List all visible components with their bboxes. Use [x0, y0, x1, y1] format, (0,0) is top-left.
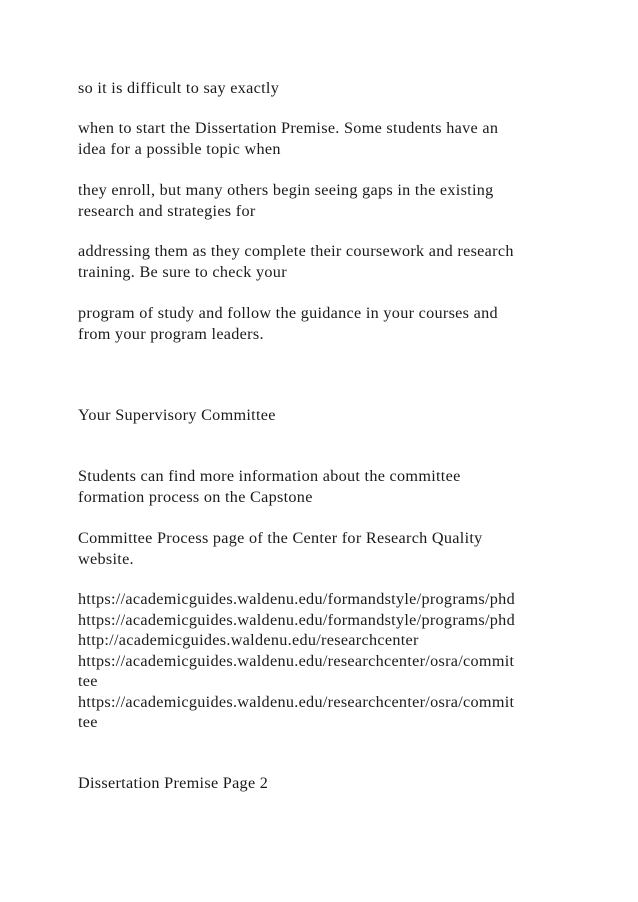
- url-text: tee: [78, 713, 98, 731]
- url-text: https://academicguides.waldenu.edu/formandstyle/programs/phd: [78, 611, 515, 629]
- section-heading: Your Supervisory Committee: [78, 406, 276, 424]
- body-text-line: they enroll, but many others begin seeing gaps in the existing: [78, 181, 494, 199]
- url-text: https://academicguides.waldenu.edu/researchcenter/osra/commit: [78, 652, 515, 670]
- body-text-line: training. Be sure to check your: [78, 263, 287, 281]
- body-text-line: Students can find more information about the committee: [78, 467, 461, 485]
- url-text: https://academicguides.waldenu.edu/researchcenter/osra/commit: [78, 693, 515, 711]
- body-text-line: addressing them as they complete their coursework and research: [78, 242, 514, 260]
- body-text-line: website.: [78, 550, 134, 568]
- url-text: https://academicguides.waldenu.edu/formandstyle/programs/phd: [78, 590, 515, 608]
- url-text: tee: [78, 672, 98, 690]
- body-text-line: so it is difficult to say exactly: [78, 79, 280, 97]
- body-text-line: research and strategies for: [78, 202, 256, 220]
- body-text-line: when to start the Dissertation Premise. Some students have an: [78, 119, 499, 137]
- url-text: http://academicguides.waldenu.edu/researchcenter: [78, 631, 419, 649]
- body-text-line: Committee Process page of the Center for Research Quality: [78, 529, 483, 547]
- page-footer: Dissertation Premise Page 2: [78, 774, 269, 792]
- body-text-line: formation process on the Capstone: [78, 488, 313, 506]
- body-text-line: program of study and follow the guidance in your courses and: [78, 304, 498, 322]
- body-text-line: idea for a possible topic when: [78, 140, 281, 158]
- body-text-line: from your program leaders.: [78, 325, 264, 343]
